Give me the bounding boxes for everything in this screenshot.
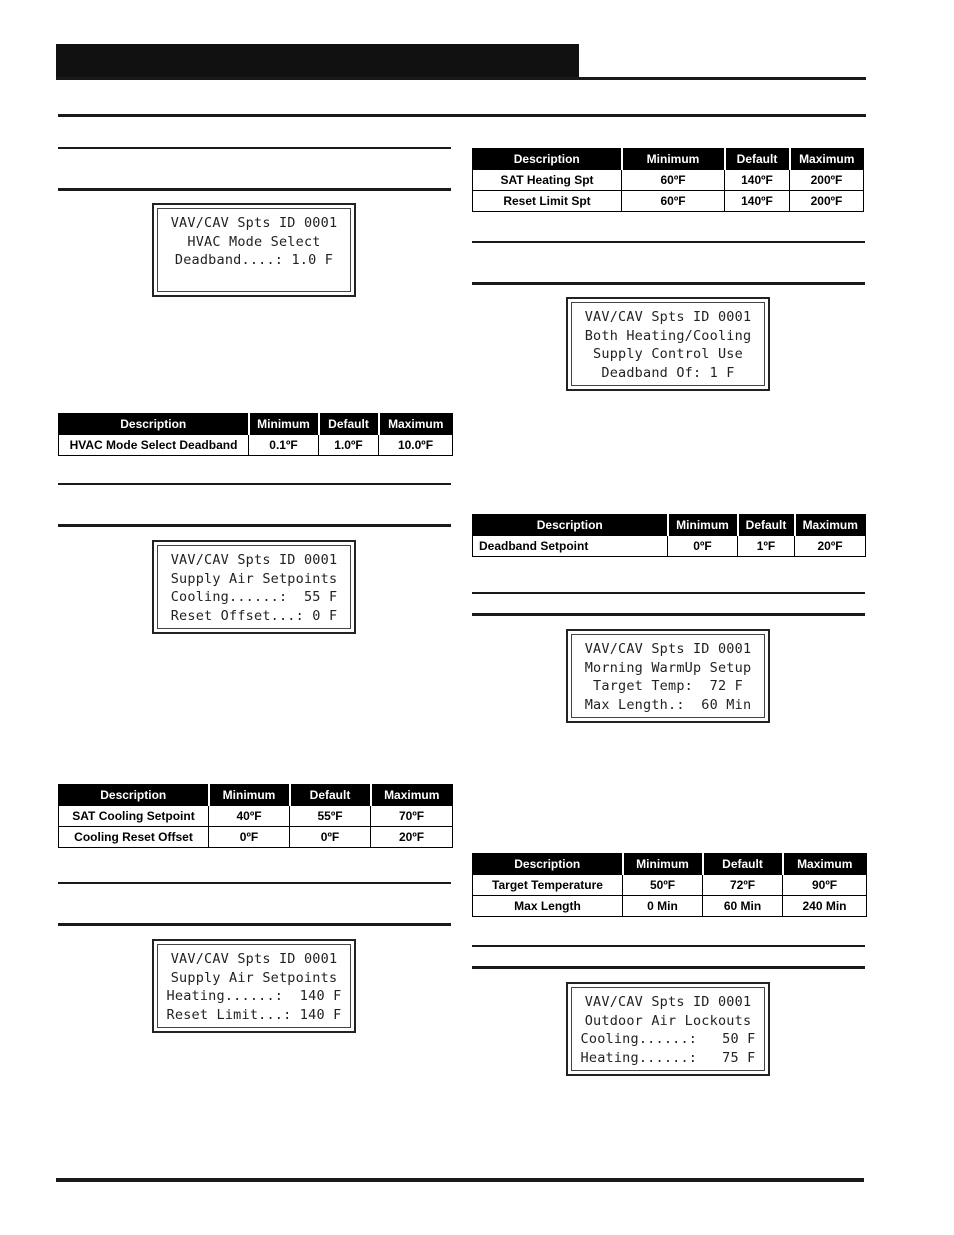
- table-row: [473, 170, 864, 191]
- table-header: Maximum: [379, 414, 453, 435]
- table-cell: Deadband Setpoint: [473, 536, 668, 557]
- table-cell: 60ºF: [622, 170, 725, 191]
- lcd-display-deadband: [566, 297, 770, 391]
- table-header: Default: [319, 414, 379, 435]
- table-cell: 20ºF: [795, 536, 866, 557]
- table-cell: 0ºF: [668, 536, 738, 557]
- lcd-display-lockouts: [566, 982, 770, 1076]
- lcd-display-hvac-mode: [152, 203, 356, 297]
- divider-rule: [58, 923, 451, 926]
- table-cell: 50ºF: [623, 875, 703, 896]
- table-header: Minimum: [622, 149, 725, 170]
- table-row: [473, 896, 867, 917]
- table-cell: 55ºF: [290, 806, 371, 827]
- table-cell: HVAC Mode Select Deadband: [59, 435, 249, 456]
- table-header: Default: [290, 785, 371, 806]
- table-cell: 200ºF: [790, 170, 864, 191]
- table-cell: SAT Cooling Setpoint: [59, 806, 209, 827]
- divider-rule: [58, 483, 451, 485]
- lcd-line: HVAC Mode Select: [187, 233, 321, 250]
- table-cell: 40ºF: [209, 806, 290, 827]
- lcd-line: Reset Limit...: 140 F: [166, 1007, 342, 1024]
- lcd-line: Deadband Of: 1 F: [601, 365, 735, 382]
- lcd-display-supply-cooling: [152, 540, 356, 634]
- table-header: Description: [59, 414, 249, 435]
- table-header: Description: [473, 854, 623, 875]
- lcd-line: Supply Control Use: [593, 346, 743, 363]
- table-row: [59, 435, 453, 456]
- lcd-line: Supply Air Setpoints: [170, 969, 338, 986]
- divider-rule: [58, 188, 451, 191]
- header-rule: [56, 77, 866, 80]
- table-cell: 140ºF: [725, 191, 790, 212]
- header-bar: [56, 44, 579, 78]
- table-header: Maximum: [795, 515, 866, 536]
- table-header: Default: [703, 854, 783, 875]
- table-cell: 90ºF: [783, 875, 867, 896]
- lcd-display-supply-heating: [152, 939, 356, 1033]
- table-header: Minimum: [209, 785, 290, 806]
- table-cell: 20ºF: [371, 827, 453, 848]
- lcd-line: Both Heating/Cooling: [584, 327, 752, 344]
- table-cell: Target Temperature: [473, 875, 623, 896]
- table-header: Minimum: [249, 414, 319, 435]
- table-header: Default: [725, 149, 790, 170]
- table-header: Maximum: [783, 854, 867, 875]
- table-cell: 0.1ºF: [249, 435, 319, 456]
- table-header: Description: [473, 515, 668, 536]
- table-row: [473, 191, 864, 212]
- lcd-line: Cooling......: 55 F: [170, 589, 338, 606]
- table-cell: 60ºF: [622, 191, 725, 212]
- divider-rule: [472, 613, 865, 616]
- table-cell: 72ºF: [703, 875, 783, 896]
- lcd-line: VAV/CAV Spts ID 0001: [584, 994, 752, 1010]
- section-rule: [58, 114, 866, 117]
- lcd-line: VAV/CAV Spts ID 0001: [584, 309, 752, 325]
- divider-rule: [58, 147, 451, 149]
- table-row: [59, 827, 453, 848]
- table-row: [473, 875, 867, 896]
- lcd-line: Heating......: 140 F: [166, 988, 342, 1005]
- lcd-line: VAV/CAV Spts ID 0001: [170, 215, 338, 231]
- table-header: Default: [738, 515, 795, 536]
- table-header: Minimum: [668, 515, 738, 536]
- divider-rule: [472, 966, 865, 969]
- table-cell: 1.0ºF: [319, 435, 379, 456]
- setpoint-table-supply-cooling: [58, 784, 453, 848]
- table-header: Maximum: [371, 785, 453, 806]
- setpoint-table-warmup: [472, 853, 867, 917]
- lcd-line: Heating......: 75 F: [580, 1050, 756, 1067]
- divider-rule: [472, 592, 865, 594]
- table-cell: 10.0ºF: [379, 435, 453, 456]
- table-row: [473, 536, 866, 557]
- divider-rule: [472, 945, 865, 947]
- divider-rule: [58, 882, 451, 884]
- lcd-line: Max Length.: 60 Min: [584, 697, 752, 714]
- lcd-line: Deadband....: 1.0 F: [174, 252, 334, 269]
- lcd-line: Supply Air Setpoints: [170, 570, 338, 587]
- table-cell: 140ºF: [725, 170, 790, 191]
- lcd-line: Target Temp: 72 F: [593, 678, 743, 695]
- divider-rule: [472, 282, 865, 285]
- setpoint-table-hvac-mode: [58, 413, 453, 456]
- footer-rule: [56, 1178, 864, 1182]
- table-cell: 60 Min: [703, 896, 783, 917]
- table-cell: Cooling Reset Offset: [59, 827, 209, 848]
- lcd-line: Outdoor Air Lockouts: [584, 1012, 752, 1029]
- table-header: Description: [59, 785, 209, 806]
- table-cell: 240 Min: [783, 896, 867, 917]
- setpoint-table-deadband: [472, 514, 866, 557]
- lcd-line: Cooling......: 50 F: [580, 1031, 756, 1048]
- table-cell: Reset Limit Spt: [473, 191, 622, 212]
- setpoint-table-supply-heating: [472, 148, 864, 212]
- divider-rule: [58, 524, 451, 527]
- lcd-display-warmup: [566, 629, 770, 723]
- table-cell: 1ºF: [738, 536, 795, 557]
- lcd-line: Reset Offset...: 0 F: [170, 608, 338, 625]
- table-cell: SAT Heating Spt: [473, 170, 622, 191]
- table-cell: 0ºF: [290, 827, 371, 848]
- table-header: Maximum: [790, 149, 864, 170]
- lcd-line: VAV/CAV Spts ID 0001: [170, 552, 338, 568]
- table-cell: Max Length: [473, 896, 623, 917]
- lcd-line: VAV/CAV Spts ID 0001: [584, 641, 752, 657]
- table-row: [59, 806, 453, 827]
- table-cell: 200ºF: [790, 191, 864, 212]
- table-cell: 70ºF: [371, 806, 453, 827]
- table-header: Description: [473, 149, 622, 170]
- table-cell: 0ºF: [209, 827, 290, 848]
- divider-rule: [472, 241, 865, 243]
- lcd-line: VAV/CAV Spts ID 0001: [170, 951, 338, 967]
- table-cell: 0 Min: [623, 896, 703, 917]
- lcd-line: Morning WarmUp Setup: [584, 659, 752, 676]
- table-header: Minimum: [623, 854, 703, 875]
